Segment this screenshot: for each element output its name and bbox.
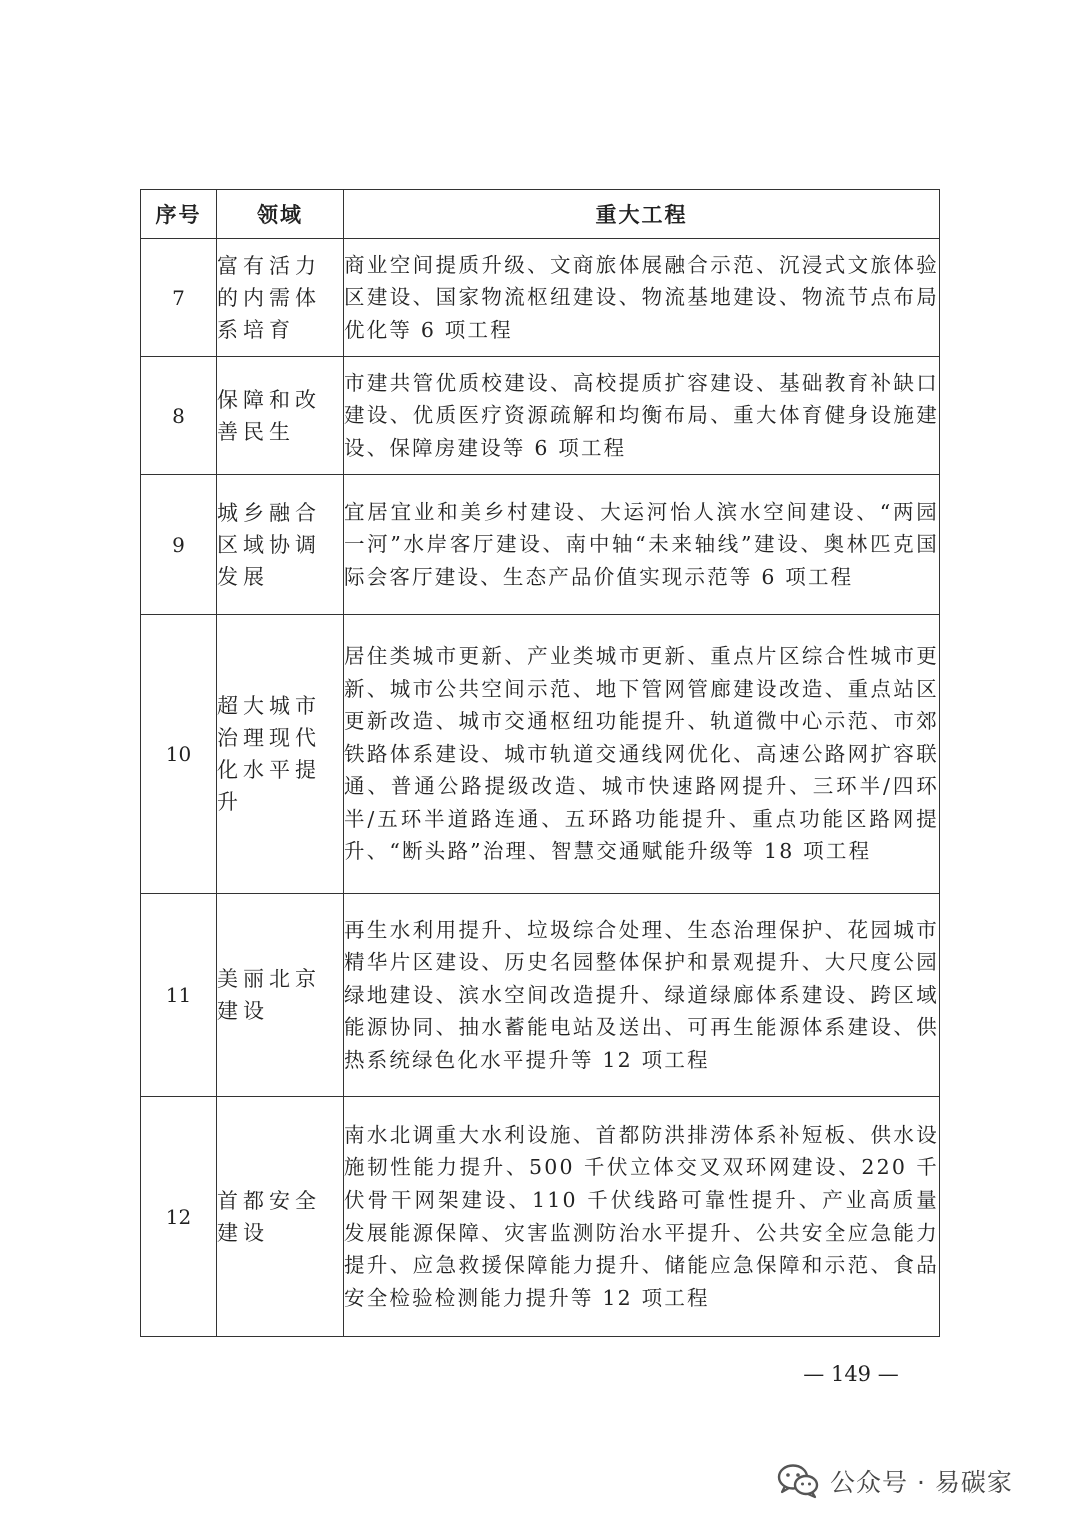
page-number: — 149 — <box>803 1362 899 1386</box>
table-header-row <box>141 190 940 239</box>
row-number: 12 <box>141 1097 217 1337</box>
watermark <box>776 1461 1013 1501</box>
table-row <box>141 615 940 894</box>
row-projects: 居住类城市更新、产业类城市更新、重点片区综合性城市更新、城市公共空间示范、地下管网管廊建设改造、重点站区更新改造、城市交通枢纽功能提升、轨道微中心示范、市郊铁路体系建设、城市轨道交通线网优化、高速公路网扩容联通、普通公路提级改造、城市快速路网提升、三环半/四环半/五环半道路连通、五环路功能提升、重点功能区路网提升、“断头路”治理、智慧交通赋能升级等 18 项工程 <box>344 615 940 894</box>
header-field: 领域 <box>217 190 344 239</box>
row-projects: 市建共管优质校建设、高校提质扩容建设、基础教育补缺口建设、优质医疗资源疏解和均衡布局、重大体育健身设施建设、保障房建设等 6 项工程 <box>344 357 940 475</box>
table-row <box>141 239 940 357</box>
row-number: 10 <box>141 615 217 894</box>
watermark-text: 公众号 · 易碳家 <box>830 1468 1013 1497</box>
row-projects: 再生水利用提升、垃圾综合处理、生态治理保护、花园城市精华片区建设、历史名园整体保护和景观提升、大尺度公园绿地建设、滨水空间改造提升、绿道绿廊体系建设、跨区域能源协同、抽水蓄能电站及送出、可再生能源体系建设、供热系统绿色化水平提升等 12 项工程 <box>344 894 940 1097</box>
row-projects: 宜居宜业和美乡村建设、大运河怡人滨水空间建设、“两园一河”水岸客厅建设、南中轴“未来轴线”建设、奥林匹克国际会客厅建设、生态产品价值实现示范等 6 项工程 <box>344 475 940 615</box>
header-serial-number: 序号 <box>141 190 217 239</box>
row-number: 9 <box>141 475 217 615</box>
header-major-projects: 重大工程 <box>344 190 940 239</box>
wechat-icon <box>776 1463 820 1499</box>
row-field: 美丽北京建设 <box>217 894 344 1097</box>
row-field: 保障和改善民生 <box>217 357 344 475</box>
row-field: 超大城市治理现代化水平提升 <box>217 615 344 894</box>
major-projects-table <box>140 189 940 1337</box>
row-field: 首都安全建设 <box>217 1097 344 1337</box>
table-row <box>141 894 940 1097</box>
row-projects: 商业空间提质升级、文商旅体展融合示范、沉浸式文旅体验区建设、国家物流枢纽建设、物流基地建设、物流节点布局优化等 6 项工程 <box>344 239 940 357</box>
table-row <box>141 357 940 475</box>
row-field: 城乡融合区域协调发展 <box>217 475 344 615</box>
table-row <box>141 1097 940 1337</box>
row-projects: 南水北调重大水利设施、首都防洪排涝体系补短板、供水设施韧性能力提升、500 千伏立体交叉双环网建设、220 千伏骨干网架建设、110 千伏线路可靠性提升、产业高质量发展能源保障、灾害监测防治水平提升、公共安全应急能力提升、应急救援保障能力提升、储能应急保障和示范、食品安全检验检测能力提升等 12 项工程 <box>344 1097 940 1337</box>
row-number: 8 <box>141 357 217 475</box>
table-row <box>141 475 940 615</box>
row-field: 富有活力的内需体系培育 <box>217 239 344 357</box>
row-number: 7 <box>141 239 217 357</box>
row-number: 11 <box>141 894 217 1097</box>
